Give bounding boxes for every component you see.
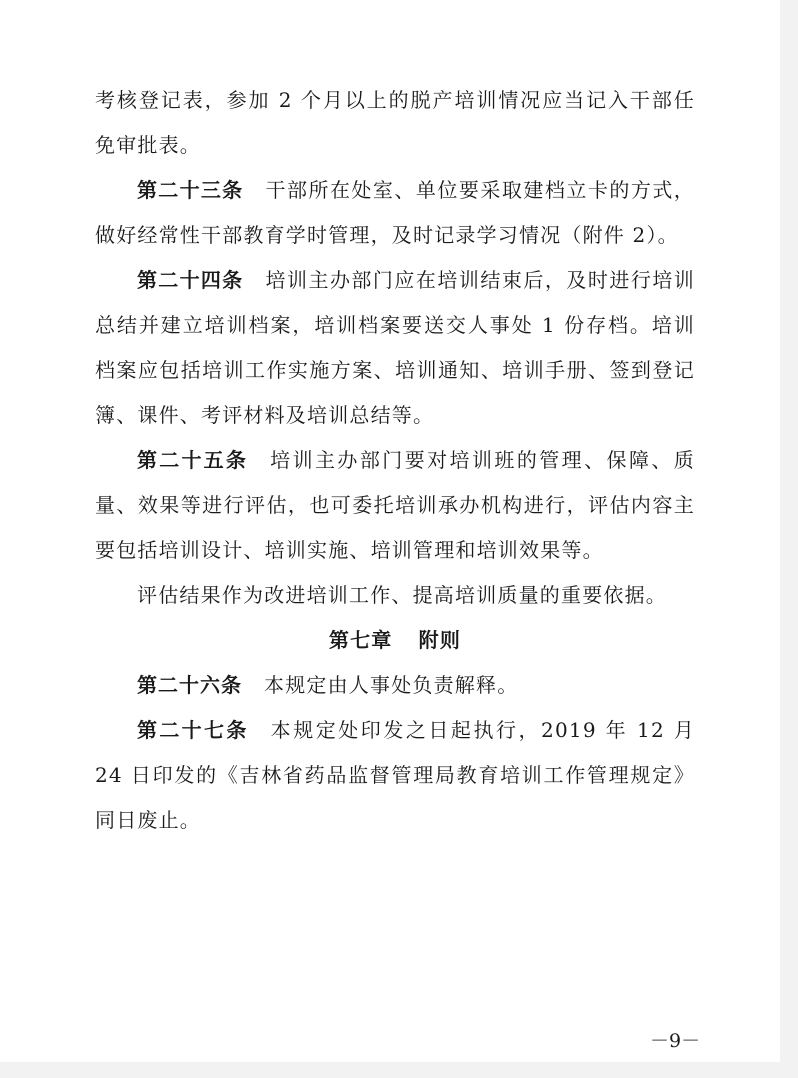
article-23 (95, 168, 695, 258)
page-number: －9－ (650, 1030, 701, 1052)
article-26-number: 第二十六条 (137, 673, 242, 697)
article-25-text: 培训主办部门要对培训班的管理、保障、质量、效果等进行评估，也可委托培训承办机构进行，评估内容主要包括培训设计、培训实施、培训管理和培训效果等。 (95, 448, 696, 562)
article-23-number: 第二十三条 (137, 178, 244, 202)
article-24-number: 第二十四条 (137, 268, 244, 292)
article-27-text: 本规定处印发之日起执行，2019 年 12 月 24 日印发的《吉林省药品监督管理局教育培训工作管理规定》同日废止。 (95, 718, 696, 832)
article-27-number: 第二十七条 (137, 718, 249, 742)
document-body (95, 78, 695, 843)
viewer-right-margin (780, 0, 798, 1078)
article-25 (95, 438, 695, 573)
article-27 (95, 708, 695, 843)
article-24 (95, 258, 695, 438)
continuation-paragraph: 考核登记表，参加 2 个月以上的脱产培训情况应当记入干部任免审批表。 (95, 88, 695, 157)
article-24-text: 培训主办部门应在培训结束后，及时进行培训总结并建立培训档案，培训档案要送交人事处 1 份存档。培训档案应包括培训工作实施方案、培训通知、培训手册、签到登记簿、课件、考评材料及培训总结等。 (95, 268, 696, 427)
article-23-text: 干部所在处室、单位要采取建档立卡的方式，做好经常性干部教育学时管理，及时记录学习情况（附件 2）。 (95, 178, 696, 247)
article-25-paragraph-2: 评估结果作为改进培训工作、提高培训质量的重要依据。 (137, 583, 667, 607)
article-26 (95, 663, 695, 708)
viewer-bottom-margin (0, 1062, 798, 1078)
article-26-text: 本规定由人事处负责解释。 (264, 673, 519, 697)
article-25-number: 第二十五条 (137, 448, 249, 472)
chapter-heading: 第七章 附则 (328, 628, 462, 652)
